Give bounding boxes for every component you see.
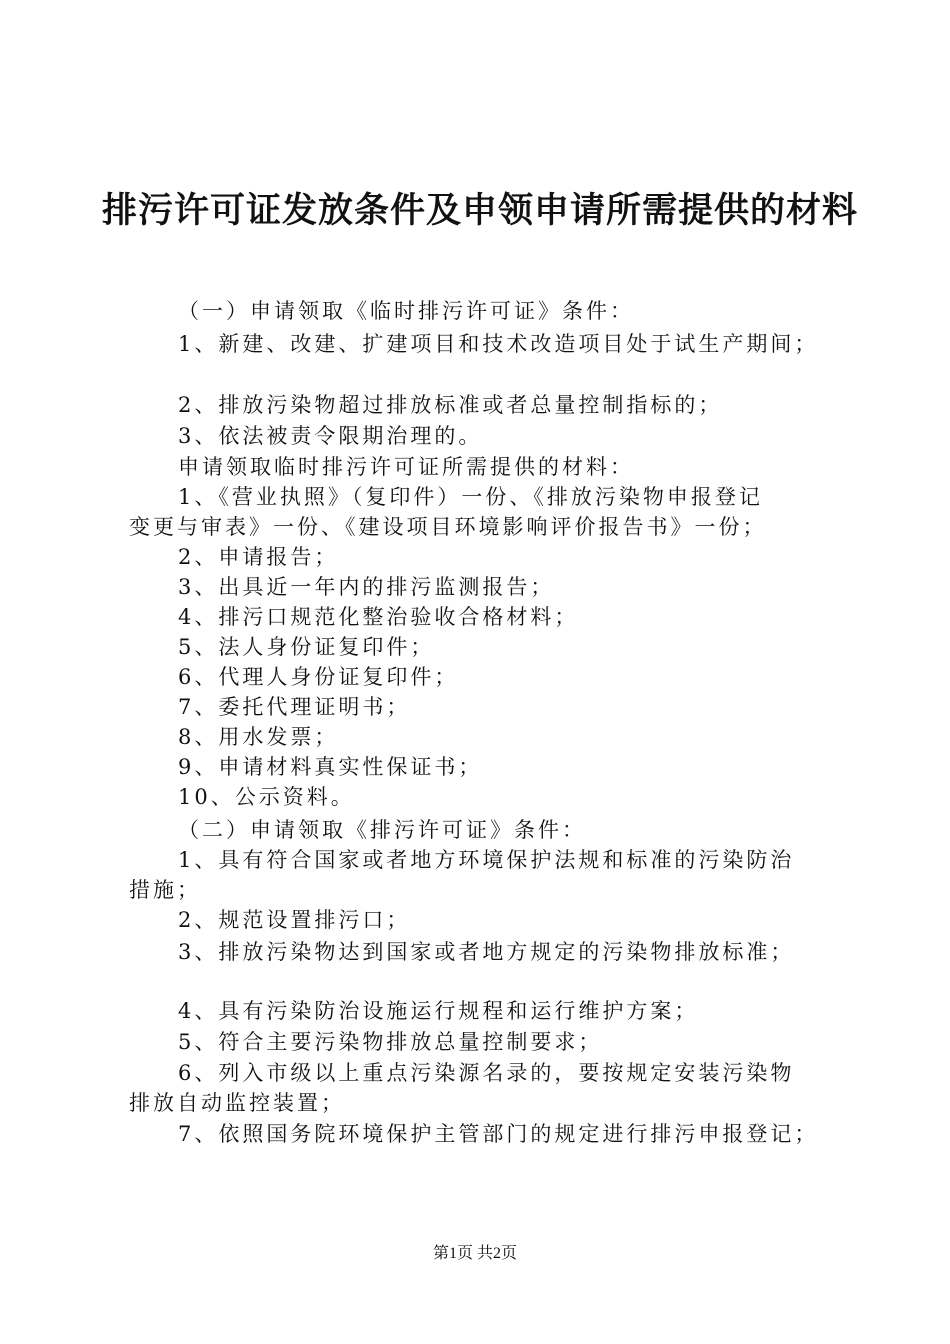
list-item: 3、出具近一年内的排污监测报告； [178,575,555,599]
section-heading-temporary-permit: （一）申请领取《临时排污许可证》条件： [178,299,634,323]
list-item: 5、法人身份证复印件； [178,635,435,659]
list-item: 1、新建、改建、扩建项目和技术改造项目处于试生产期间； [178,332,819,356]
page-title: 排污许可证发放条件及申领申请所需提供的材料 [101,191,858,231]
list-item: 1、具有符合国家或者地方环境保护法规和标准的污染防治 [178,848,795,872]
list-item-continuation: 措施； [129,878,201,902]
list-item: 10、公示资料。 [178,785,355,809]
list-item: 3、排放污染物达到国家或者地方规定的污染物排放标准； [178,940,795,964]
list-item: 2、申请报告； [178,545,339,569]
page-footer: 第1页 共2页 [432,1245,517,1262]
list-item: 4、具有污染防治设施运行规程和运行维护方案； [178,999,699,1023]
list-item-continuation: 变更与审表》一份、《建设项目环境影响评价报告书》一份； [129,515,767,539]
list-item: 2、排放污染物超过排放标准或者总量控制指标的； [178,393,723,417]
list-item: 5、符合主要污染物排放总量控制要求； [178,1030,603,1054]
list-item: 6、列入市级以上重点污染源名录的，要按规定安装污染物 [178,1061,795,1085]
list-item: 9、申请材料真实性保证书； [178,755,483,779]
list-item: 6、代理人身份证复印件； [178,665,459,689]
subheading-temporary-materials: 申请领取临时排污许可证所需提供的材料： [178,455,634,479]
list-item: 3、依法被责令限期治理的。 [178,424,483,448]
list-item: 2、规范设置排污口； [178,908,411,932]
list-item: 1、《营业执照》（复印件）一份、《排放污染物申报登记 [178,485,763,509]
list-item: 8、用水发票； [178,725,339,749]
list-item: 4、排污口规范化整治验收合格材料； [178,605,579,629]
list-item: 7、委托代理证明书； [178,695,411,719]
list-item-continuation: 排放自动监控装置； [129,1091,345,1115]
list-item: 7、依照国务院环境保护主管部门的规定进行排污申报登记； [178,1122,819,1146]
section-heading-permit: （二）申请领取《排污许可证》条件： [178,818,586,842]
